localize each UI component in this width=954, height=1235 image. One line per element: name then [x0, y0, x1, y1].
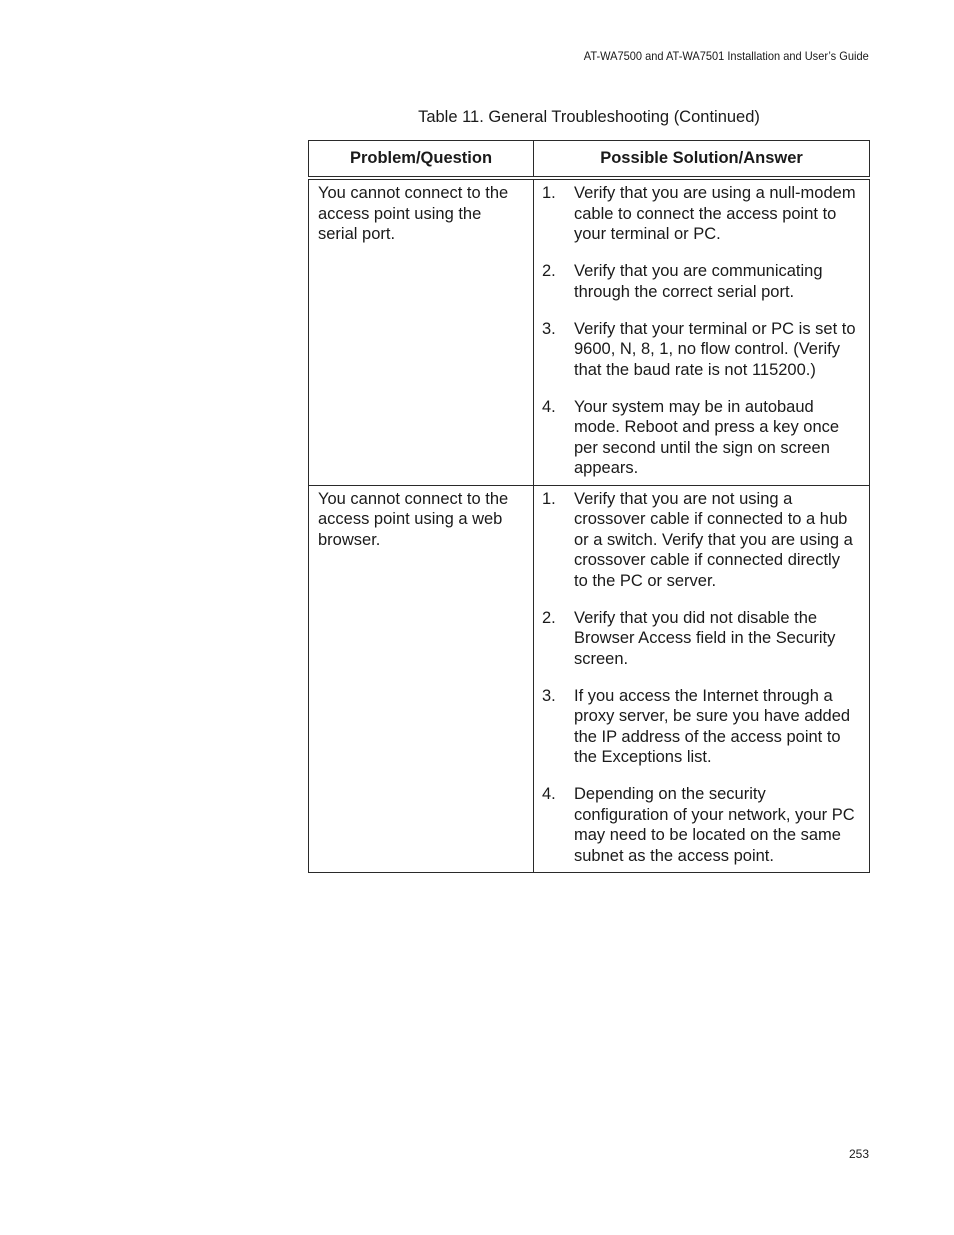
item-text: Your system may be in autobaud mode. Reboot and press a key once per second until the sign on screen appears.: [574, 397, 840, 477]
solution-item: [542, 261, 857, 302]
table-row: [309, 178, 870, 485]
running-header: AT-WA7500 and AT-WA7501 Installation and User’s Guide: [584, 49, 869, 63]
item-number: 4.: [542, 785, 556, 803]
item-number: 1.: [542, 184, 556, 202]
problem-cell: You cannot connect to the access point using a web browser.: [309, 485, 534, 873]
solution-list: [542, 489, 857, 867]
item-text: Verify that your terminal or PC is set to 9600, N, 8, 1, no flow control. (Verify that the baud rate is not 115200.): [574, 319, 856, 379]
table-caption: Table 11. General Troubleshooting (Continued): [418, 108, 760, 126]
header-problem-question: Problem/Question: [309, 141, 534, 179]
item-number: 1.: [542, 489, 556, 508]
item-text: Verify that you are using a null-modem cable to connect the access point to your terminal or PC.: [574, 184, 856, 243]
solution-item: [542, 686, 857, 768]
item-text: If you access the Internet through a proxy server, be sure you have added the IP address of the access point to the Exceptions list.: [574, 686, 851, 766]
solution-item: [542, 489, 857, 592]
table-header-row: [309, 141, 870, 179]
solution-cell: [534, 178, 870, 485]
item-text: Verify that you did not disable the Browser Access field in the Security screen.: [574, 608, 836, 668]
item-text: Verify that you are communicating through the correct serial port.: [574, 262, 823, 301]
item-number: 3.: [542, 319, 556, 338]
solution-item: [542, 784, 857, 866]
header-possible-solution: Possible Solution/Answer: [534, 141, 870, 179]
table-row: [309, 485, 870, 873]
item-number: 2.: [542, 608, 556, 627]
item-text: Depending on the security configuration of your network, your PC may need to be located on the same subnet as the access point.: [574, 785, 855, 865]
solution-list: [542, 183, 857, 479]
item-text: Verify that you are not using a crossover cable if connected to a hub or a switch. Verify that you are using a crossover cable if connected directly to the PC or server.: [574, 489, 853, 590]
page-number: 253: [848, 1147, 869, 1161]
troubleshooting-table: [308, 140, 870, 873]
item-number: 3.: [542, 686, 556, 705]
solution-item: [542, 397, 857, 479]
solution-cell: [534, 485, 870, 873]
solution-item: [542, 608, 857, 670]
item-number: 2.: [542, 262, 556, 280]
solution-item: [542, 183, 857, 245]
solution-item: [542, 319, 857, 381]
item-number: 4.: [542, 397, 556, 416]
problem-cell: You cannot connect to the access point using the serial port.: [309, 178, 534, 485]
